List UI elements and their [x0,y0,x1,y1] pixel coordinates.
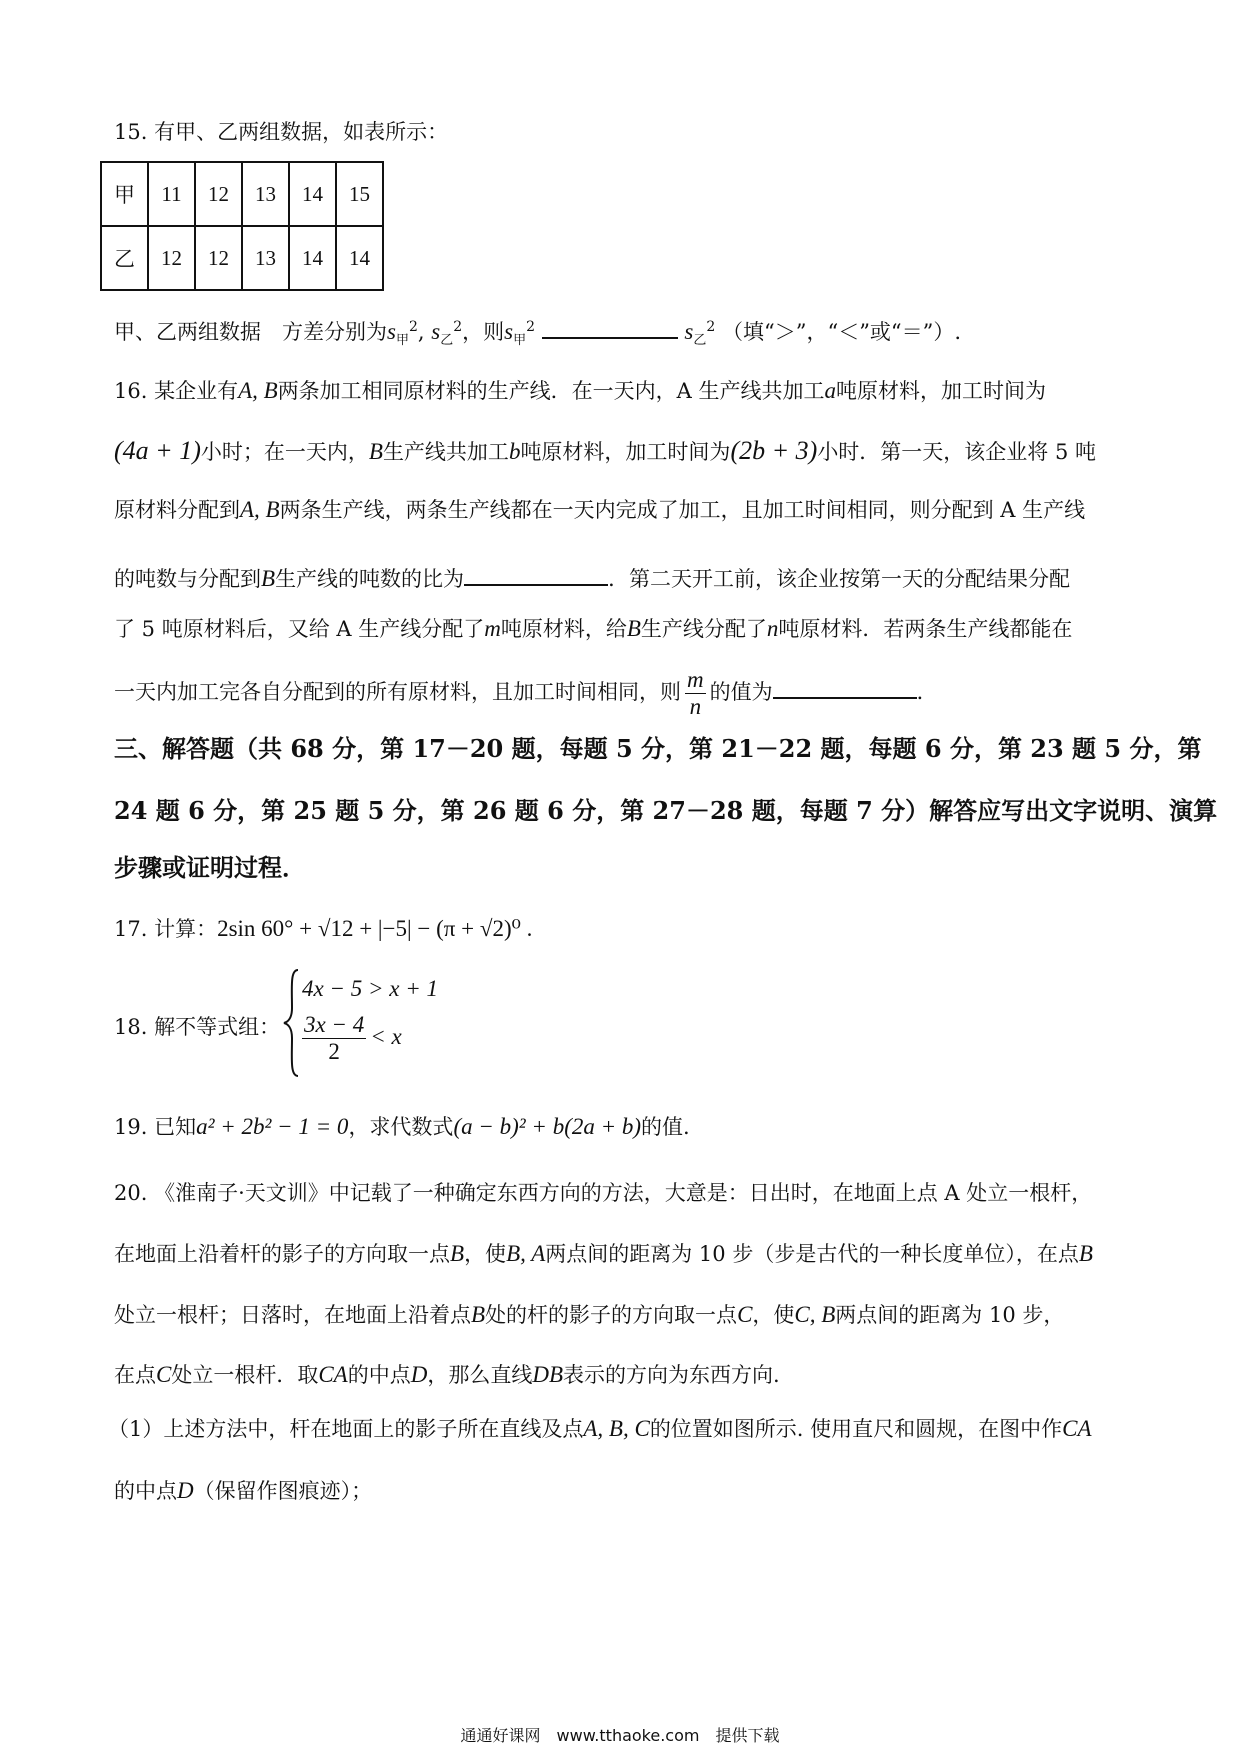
q18-label: 18. 解不等式组： [114,1015,281,1039]
table-row [101,226,383,290]
row-label: 乙 [101,226,148,290]
row-label: 甲 [101,162,148,226]
answer-blank [464,562,608,586]
table-cell: 12 [148,226,195,290]
table-cell: 14 [336,226,383,290]
table-cell: 15 [336,162,383,226]
table-cell: 13 [242,226,289,290]
fraction-m-over-n: $\frac{m}{n}$ [687,667,704,719]
section-3-heading-line-1: 三、解答题（共 68 分，第 17－20 题，每题 5 分，第 21－22 题，每题 6 分，第 23 题 5 分，第 [114,734,1202,763]
q16-line-3: 原材料分配到A, B两条生产线，两条生产线都在一天内完成了加工，且加工时间相同，则分配到 A 生产线 [114,497,1086,522]
q18-inequality-1: 4x − 5 > x + 1 [302,976,438,1001]
q20-line-3: 处立一根杆；日落时，在地面上沿着点B处的杆的影子的方向取一点C，使C, B两点间的距离为 10 步， [114,1302,1065,1327]
q20-sub1-line-2: 的中点D（保留作图痕迹）； [114,1478,373,1503]
q16-line-1: 16. 某企业有A, B两条加工相同原材料的生产线．在一天内，A 生产线共加工a吨原材料，加工时间为 [114,378,1047,403]
q17-line: 17. 计算：2sin 60° + √12 + |−5| − (π + √2)⁰ . [114,916,533,941]
brace-icon [282,968,302,1078]
table-cell: 12 [195,162,242,226]
table-cell: 12 [195,226,242,290]
table-cell: 14 [289,162,336,226]
table-cell: 14 [289,226,336,290]
q20-line-1: 20. 《淮南子·天文训》中记载了一种确定东西方向的方法，大意是：日出时，在地面上点 A 处立一根杆， [114,1181,1093,1205]
q20-line-2: 在地面上沿着杆的影子的方向取一点B，使B, A两点间的距离为 10 步（步是古代的一种长度单位），在点B [114,1241,1093,1266]
table-row [101,162,383,226]
q20-sub1-line-1: （1）上述方法中，杆在地面上的影子所在直线及点A, B, C的位置如图所示. 使用直尺和圆规，在图中作CA [108,1416,1092,1441]
q19-line: 19. 已知a² + 2b² − 1 = 0，求代数式(a − b)² + b(2a + b)的值. [114,1114,690,1139]
q16-line-5: 了 5 吨原材料后，又给 A 生产线分配了m吨原材料，给B生产线分配了n吨原材料．若两条生产线都能在 [114,616,1073,641]
table-cell: 13 [242,162,289,226]
section-3-heading-line-3: 步骤或证明过程． [114,853,306,882]
q16-line-6: 一天内加工完各自分配到的所有原材料，且加工时间相同，则 $\frac{m}{n}$ 的值为 ． [114,667,938,719]
section-3-heading-line-2: 24 题 6 分，第 25 题 5 分，第 26 题 6 分，第 27－28 题，每题 7 分）解答应写出文字说明、演算 [114,796,1218,825]
table-cell: 11 [148,162,195,226]
q16-line-2: (4a + 1)小时；在一天内，B生产线共加工b吨原材料，加工时间为(2b + 3)小时．第一天，该企业将 5 吨 [114,436,1097,465]
q16-line-4: 的吨数与分配到B生产线的吨数的比为 ．第二天开工前，该企业按第一天的分配结果分配 [114,562,1070,594]
q18-inequality-2: $\frac{3x - 4}{2}$ < x [304,1012,402,1064]
q15-answer-line: 甲、乙两组数据 方差分别为$s_甲^2$, $s_乙^2$，则$s_甲^2$ $s_乙^2$ （填“＞”，“＜”或“＝”）. [114,312,961,356]
q20-line-4: 在点C处立一根杆．取CA的中点D，那么直线DB表示的方向为东西方向. [114,1362,780,1387]
answer-blank [773,675,917,699]
answer-blank [542,315,678,339]
fraction: $\frac{3x - 4}{2}$ [304,1012,365,1064]
q15-data-table [100,161,384,291]
q15-title: 15. 有甲、乙两组数据，如表所示： [114,120,449,144]
footer-watermark: 通通好课网 www.tthaoke.com 提供下载 [460,1726,780,1745]
